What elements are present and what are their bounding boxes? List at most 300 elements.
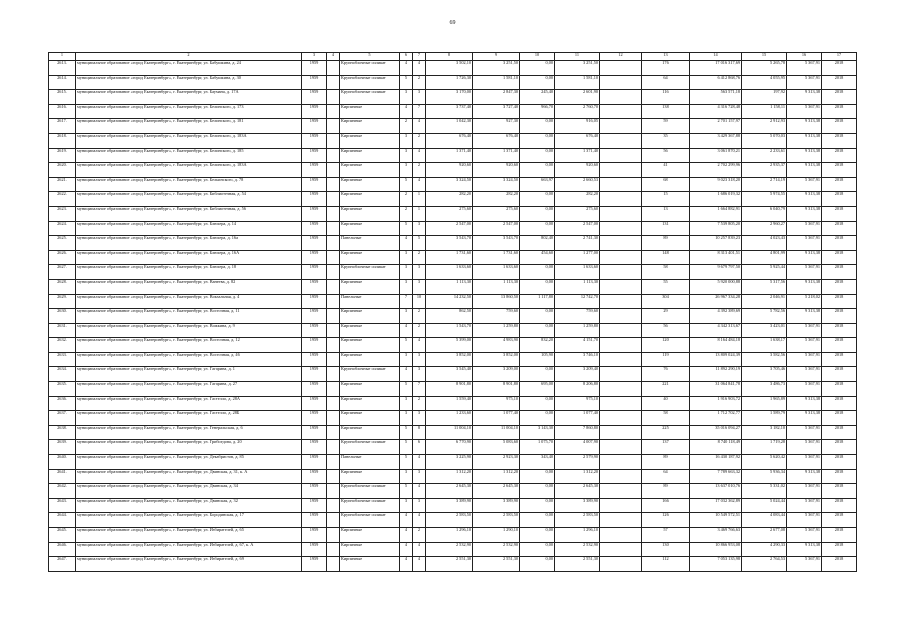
table-cell: 89: [642, 236, 690, 251]
table-cell: 4: [413, 148, 426, 163]
table-cell: 1 113,30: [555, 279, 600, 294]
register-table: [48, 52, 857, 572]
table-cell: 2 532,90: [555, 542, 600, 557]
table-cell: [327, 265, 340, 280]
table-cell: 3 182,10: [742, 425, 787, 440]
table-cell: [327, 484, 340, 499]
table-cell: 5 367,91: [787, 352, 822, 367]
table-cell: 0,00: [520, 367, 555, 382]
table-cell: 3: [400, 90, 413, 105]
table-cell: муниципальное образование «город Екатеринбург», г. Екатеринбург, ул. Двинская, д. 34: [76, 484, 302, 499]
table-cell: 10 549 572,51: [690, 513, 742, 528]
table-cell: 1 371,40: [473, 148, 520, 163]
table-cell: 2018: [822, 265, 857, 280]
table-cell: 2642.: [49, 484, 76, 499]
table-cell: 7 053 135,98: [690, 557, 742, 572]
table-cell: 4: [400, 104, 413, 119]
table-cell: 58: [642, 265, 690, 280]
table-cell: 4: [413, 338, 426, 353]
table-cell: 1 259,80: [555, 323, 600, 338]
table-cell: 1959: [302, 309, 327, 324]
table-cell: 832,20: [520, 338, 555, 353]
table-cell: 2639.: [49, 440, 76, 455]
table-cell: 1 296,10: [555, 528, 600, 543]
table-cell: [327, 221, 340, 236]
table-row: [49, 90, 857, 105]
table-cell: 1 731,60: [473, 250, 520, 265]
table-cell: 2018: [822, 75, 857, 90]
table-cell: 4: [400, 557, 413, 572]
table-cell: 3: [413, 265, 426, 280]
table-cell: муниципальное образование «город Екатеринбург», г. Екатеринбург, ул. Библиотечная, д. 54: [76, 192, 302, 207]
table-cell: Кирпичные: [340, 528, 400, 543]
table-cell: Кирпичные: [340, 309, 400, 324]
table-cell: 4: [400, 367, 413, 382]
table-cell: 2018: [822, 425, 857, 440]
table-cell: 2: [400, 192, 413, 207]
table-cell: муниципальное образование «город Екатеринбург», г. Екатеринбург, ул. Двинская, д. 32: [76, 498, 302, 513]
table-cell: [600, 177, 642, 192]
table-cell: [600, 279, 642, 294]
table-cell: 4 983,90: [473, 338, 520, 353]
table-cell: 3 737,40: [426, 104, 473, 119]
table-cell: 4: [400, 323, 413, 338]
table-cell: муниципальное образование «город Екатеринбург», г. Екатеринбург, ул. Вожкина, д. 9: [76, 323, 302, 338]
table-cell: Крупноблочные силикат: [340, 440, 400, 455]
table-cell: 2646.: [49, 542, 76, 557]
table-cell: 2018: [822, 309, 857, 324]
table-cell: 41: [642, 163, 690, 178]
table-cell: 2 583,50: [555, 513, 600, 528]
table-cell: 2: [400, 206, 413, 221]
table-cell: 2018: [822, 513, 857, 528]
table-cell: 0,00: [520, 323, 555, 338]
table-cell: 2018: [822, 236, 857, 251]
table-cell: [327, 294, 340, 309]
table-cell: 5 265,78: [742, 61, 787, 76]
table-cell: [600, 265, 642, 280]
table-cell: 1959: [302, 469, 327, 484]
table-cell: 4 055,95: [742, 75, 787, 90]
table-cell: 1 664 882,91: [690, 206, 742, 221]
table-cell: 2018: [822, 557, 857, 572]
table-cell: 1959: [302, 133, 327, 148]
table-cell: 3: [413, 352, 426, 367]
table-cell: 3: [413, 367, 426, 382]
table-cell: 5 331,02: [742, 484, 787, 499]
table-cell: 1959: [302, 163, 327, 178]
table-cell: 3 543,70: [426, 236, 473, 251]
table-cell: 282,20: [426, 192, 473, 207]
table-cell: [327, 469, 340, 484]
table-cell: 1 916 903,72: [690, 396, 742, 411]
column-header: 10: [520, 53, 555, 61]
table-row: [49, 104, 857, 119]
table-cell: 2018: [822, 367, 857, 382]
table-cell: 2018: [822, 352, 857, 367]
table-cell: 2018: [822, 469, 857, 484]
table-cell: [600, 411, 642, 426]
table-cell: 2 645,30: [426, 484, 473, 499]
table-cell: муниципальное образование «город Екатеринбург», г. Екатеринбург, ул. Избирателей, д. 67, к. А: [76, 542, 302, 557]
table-cell: [327, 148, 340, 163]
table-cell: 1 371,40: [426, 148, 473, 163]
table-cell: 2629.: [49, 294, 76, 309]
table-cell: 1959: [302, 221, 327, 236]
table-cell: 2 551,30: [426, 557, 473, 572]
table-cell: 11 004,10: [426, 425, 473, 440]
table-cell: муниципальное образование «город Екатеринбург», г. Екатеринбург, ул. Белинского, д. 181: [76, 119, 302, 134]
table-cell: 148: [642, 250, 690, 265]
column-header: 1: [49, 53, 76, 61]
table-cell: 2641.: [49, 469, 76, 484]
table-cell: 1959: [302, 542, 327, 557]
table-cell: Кирпичные: [340, 163, 400, 178]
table-cell: 2: [413, 323, 426, 338]
table-row: [49, 542, 857, 557]
table-cell: [600, 294, 642, 309]
table-cell: 56: [642, 148, 690, 163]
table-cell: 16 430 187,92: [690, 455, 742, 470]
table-cell: [327, 75, 340, 90]
table-cell: 1959: [302, 279, 327, 294]
table-cell: 2018: [822, 498, 857, 513]
table-row: [49, 148, 857, 163]
table-cell: 2 551,30: [473, 557, 520, 572]
table-cell: 1 233,60: [426, 411, 473, 426]
table-cell: 2 645,30: [473, 484, 520, 499]
table-cell: 4: [413, 177, 426, 192]
table-cell: 3: [400, 250, 413, 265]
table-cell: 3 389,90: [473, 498, 520, 513]
table-cell: 759,60: [555, 309, 600, 324]
table-cell: 0,00: [520, 411, 555, 426]
table-cell: 3: [400, 396, 413, 411]
table-cell: 40: [642, 396, 690, 411]
table-row: [49, 294, 857, 309]
table-cell: 563 571,18: [690, 90, 742, 105]
table-cell: 4: [413, 557, 426, 572]
table-cell: 1 589,79: [742, 411, 787, 426]
column-header: 5: [340, 53, 400, 61]
table-cell: 3 486,73: [742, 382, 787, 397]
table-cell: 1 075,70: [520, 440, 555, 455]
table-cell: 2 960,27: [742, 221, 787, 236]
table-row: [49, 75, 857, 90]
table-cell: [600, 396, 642, 411]
table-cell: 1 712 702,77: [690, 411, 742, 426]
table-cell: 4 316 728,48: [690, 104, 742, 119]
table-cell: Кирпичные: [340, 382, 400, 397]
table-cell: муниципальное образование «город Екатеринбург», г. Екатеринбург, ул. Бабушкина, д. 30: [76, 75, 302, 90]
table-row: [49, 382, 857, 397]
table-cell: 9 313,38: [787, 279, 822, 294]
table-cell: 676,40: [473, 133, 520, 148]
table-cell: 0,00: [520, 148, 555, 163]
table-row: [49, 61, 857, 76]
table-cell: [600, 425, 642, 440]
table-cell: 1959: [302, 61, 327, 76]
table-cell: муниципальное образование «город Екатеринбург», г. Екатеринбург, ул. Гагарина, д. 1: [76, 367, 302, 382]
table-cell: [327, 177, 340, 192]
table-cell: 1 686 019,32: [690, 192, 742, 207]
table-cell: [327, 192, 340, 207]
table-cell: 2018: [822, 192, 857, 207]
table-cell: 2 923,30: [473, 455, 520, 470]
table-cell: 2018: [822, 455, 857, 470]
table-cell: Панельные: [340, 236, 400, 251]
table-cell: 0,00: [520, 133, 555, 148]
table-cell: [327, 206, 340, 221]
table-cell: 0,00: [520, 498, 555, 513]
table-cell: [327, 61, 340, 76]
table-cell: [327, 309, 340, 324]
table-cell: [600, 484, 642, 499]
table-cell: 676,40: [555, 133, 600, 148]
table-cell: 2: [413, 528, 426, 543]
table-cell: 2: [413, 163, 426, 178]
table-cell: Кирпичные: [340, 323, 400, 338]
table-cell: Кирпичные: [340, 542, 400, 557]
table-cell: 3: [400, 411, 413, 426]
table-cell: муниципальное образование «город Екатеринбург», г. Екатеринбург, ул. Гастелло, д. 28Б: [76, 411, 302, 426]
table-cell: муниципальное образование «город Екатеринбург», г. Екатеринбург, ул. Избирателей, д. 65: [76, 528, 302, 543]
table-cell: 5: [400, 484, 413, 499]
table-cell: 1959: [302, 557, 327, 572]
table-cell: 1 543,70: [426, 323, 473, 338]
table-cell: 3 469 766,63: [690, 528, 742, 543]
table-cell: 59: [642, 119, 690, 134]
table-cell: 5: [413, 236, 426, 251]
table-cell: [327, 542, 340, 557]
table-cell: 0,00: [520, 206, 555, 221]
table-cell: 2018: [822, 382, 857, 397]
table-cell: муниципальное образование «город Екатеринбург», г. Екатеринбург, ул. Вокзальная, д. 4: [76, 294, 302, 309]
table-cell: муниципальное образование «город Екатеринбург», г. Екатеринбург, ул. Белинского, д. 183А: [76, 133, 302, 148]
table-cell: [600, 163, 642, 178]
table-cell: 4 023,43: [742, 236, 787, 251]
table-cell: [600, 542, 642, 557]
table-cell: 3: [413, 498, 426, 513]
table-cell: Кирпичные: [340, 148, 400, 163]
table-cell: 920,60: [426, 163, 473, 178]
table-cell: 1959: [302, 177, 327, 192]
table-cell: 3: [400, 279, 413, 294]
table-cell: 3 545,40: [426, 367, 473, 382]
table-row: [49, 513, 857, 528]
table-cell: 2 701 157,97: [690, 119, 742, 134]
table-cell: Кирпичные: [340, 279, 400, 294]
table-cell: 2 912,93: [742, 119, 787, 134]
table-cell: 4 392 389,69: [690, 309, 742, 324]
table-cell: 1959: [302, 528, 327, 543]
table-cell: 64: [642, 469, 690, 484]
table-cell: 2637.: [49, 411, 76, 426]
table-cell: [600, 352, 642, 367]
table-cell: 1959: [302, 498, 327, 513]
table-cell: 3: [400, 133, 413, 148]
table-cell: муниципальное образование «город Екатеринбург», г. Екатеринбург, ул. Белинского, д. 185: [76, 148, 302, 163]
table-row: [49, 557, 857, 572]
table-cell: 2626.: [49, 250, 76, 265]
table-cell: 2634.: [49, 367, 76, 382]
table-cell: 5 367,91: [787, 528, 822, 543]
table-cell: 3 727,40: [473, 104, 520, 119]
table-cell: 3 251,50: [555, 61, 600, 76]
table-cell: 1 633,60: [473, 265, 520, 280]
table-cell: 7 860,80: [555, 425, 600, 440]
table-cell: 2018: [822, 294, 857, 309]
table-cell: 3: [413, 469, 426, 484]
table-cell: 5 367,91: [787, 484, 822, 499]
table-row: [49, 425, 857, 440]
table-cell: 1 042,30: [426, 119, 473, 134]
table-cell: 2: [413, 75, 426, 90]
table-cell: 6: [413, 440, 426, 455]
table-cell: 966,70: [520, 104, 555, 119]
table-cell: 9 313,38: [787, 206, 822, 221]
table-cell: 695,00: [520, 382, 555, 397]
table-cell: 2 583,50: [426, 513, 473, 528]
table-cell: [600, 119, 642, 134]
table-cell: 2018: [822, 440, 857, 455]
table-row: [49, 279, 857, 294]
table-cell: Крупноблочные силикат: [340, 513, 400, 528]
table-cell: [327, 323, 340, 338]
table-cell: 2: [413, 309, 426, 324]
table-cell: муниципальное образование «город Екатеринбург», г. Екатеринбург, ул. Библиотечная, д. 56: [76, 206, 302, 221]
table-row: [49, 528, 857, 543]
table-cell: 1 312,20: [555, 469, 600, 484]
table-body: [49, 61, 857, 572]
table-cell: 56: [642, 323, 690, 338]
table-cell: 1959: [302, 265, 327, 280]
table-cell: 105,90: [520, 352, 555, 367]
table-cell: 197,92: [742, 90, 787, 105]
table-cell: 4 007,90: [555, 440, 600, 455]
page-number: 69: [449, 20, 456, 26]
table-cell: [327, 382, 340, 397]
table-cell: 1959: [302, 411, 327, 426]
table-cell: [600, 382, 642, 397]
table-cell: 5: [400, 382, 413, 397]
table-cell: 14 232,50: [426, 294, 473, 309]
table-cell: 2018: [822, 206, 857, 221]
table-cell: 2 046,91: [742, 294, 787, 309]
table-cell: 2: [413, 396, 426, 411]
table-cell: 920,60: [555, 163, 600, 178]
table-cell: [327, 440, 340, 455]
table-cell: 6 770,90: [426, 440, 473, 455]
table-cell: 3 209,40: [555, 367, 600, 382]
table-cell: 0,00: [520, 309, 555, 324]
table-cell: Кирпичные: [340, 469, 400, 484]
table-cell: 927,30: [473, 119, 520, 134]
table-row: [49, 498, 857, 513]
table-cell: Кирпичные: [340, 104, 400, 119]
table-cell: 2 741,30: [555, 236, 600, 251]
table-cell: 17 032 362,89: [690, 498, 742, 513]
table-cell: 1959: [302, 294, 327, 309]
table-cell: 2616.: [49, 104, 76, 119]
table-cell: 7: [413, 104, 426, 119]
table-cell: 17 016 317,69: [690, 61, 742, 76]
table-cell: 2644.: [49, 513, 76, 528]
table-cell: 13 637 010,76: [690, 484, 742, 499]
table-cell: 3 543,70: [473, 236, 520, 251]
table-cell: 3 061 870,21: [690, 148, 742, 163]
table-cell: 2018: [822, 133, 857, 148]
table-cell: Кирпичные: [340, 177, 400, 192]
table-cell: 2 702 299,96: [690, 163, 742, 178]
table-cell: 1 312,20: [426, 469, 473, 484]
table-cell: 5 218,02: [787, 294, 822, 309]
table-cell: 1 158,11: [742, 104, 787, 119]
table-cell: муниципальное образование «город Екатеринбург», г. Екатеринбург, ул. Гастелло, д. 28А: [76, 396, 302, 411]
table-cell: [600, 455, 642, 470]
table-cell: 920,60: [473, 163, 520, 178]
table-cell: 0,00: [520, 75, 555, 90]
table-cell: 5 367,91: [787, 367, 822, 382]
column-number-row: [49, 53, 857, 61]
table-row: [49, 206, 857, 221]
table-cell: 4: [413, 455, 426, 470]
table-cell: 275,60: [473, 206, 520, 221]
table-cell: 1 113,30: [473, 279, 520, 294]
table-cell: 304: [642, 294, 690, 309]
table-cell: 8 206,80: [555, 382, 600, 397]
table-cell: 31 064 841,78: [690, 382, 742, 397]
table-cell: 5 367,91: [787, 221, 822, 236]
table-cell: 1959: [302, 367, 327, 382]
table-row: [49, 396, 857, 411]
table-cell: 5 367,91: [787, 425, 822, 440]
table-cell: 35: [642, 133, 690, 148]
table-cell: 4: [400, 513, 413, 528]
table-cell: 975,10: [555, 396, 600, 411]
table-cell: 0,00: [520, 528, 555, 543]
table-cell: [327, 163, 340, 178]
table-cell: 1959: [302, 484, 327, 499]
table-cell: 5 367,91: [787, 323, 822, 338]
table-cell: 0,00: [520, 192, 555, 207]
table-cell: [327, 396, 340, 411]
table-cell: 3 852,00: [426, 352, 473, 367]
table-cell: 1 312,20: [473, 469, 520, 484]
table-cell: 1 113,30: [426, 279, 473, 294]
table-cell: 2623.: [49, 206, 76, 221]
table-cell: 5 920 000,88: [690, 279, 742, 294]
table-cell: 2 547,00: [473, 221, 520, 236]
table-cell: [600, 133, 642, 148]
table-cell: 2625.: [49, 236, 76, 251]
column-header: 3: [302, 53, 327, 61]
table-cell: 13: [642, 206, 690, 221]
table-cell: 2: [413, 250, 426, 265]
table-cell: 2645.: [49, 528, 76, 543]
table-cell: 2614.: [49, 75, 76, 90]
table-cell: 1959: [302, 338, 327, 353]
table-row: [49, 221, 857, 236]
table-cell: [327, 279, 340, 294]
table-cell: 3 209,00: [473, 367, 520, 382]
table-cell: 2 547,00: [426, 221, 473, 236]
table-cell: [600, 236, 642, 251]
table-cell: 1 290,10: [473, 528, 520, 543]
table-cell: 57: [642, 528, 690, 543]
table-cell: 9 313,38: [787, 119, 822, 134]
table-row: [49, 455, 857, 470]
